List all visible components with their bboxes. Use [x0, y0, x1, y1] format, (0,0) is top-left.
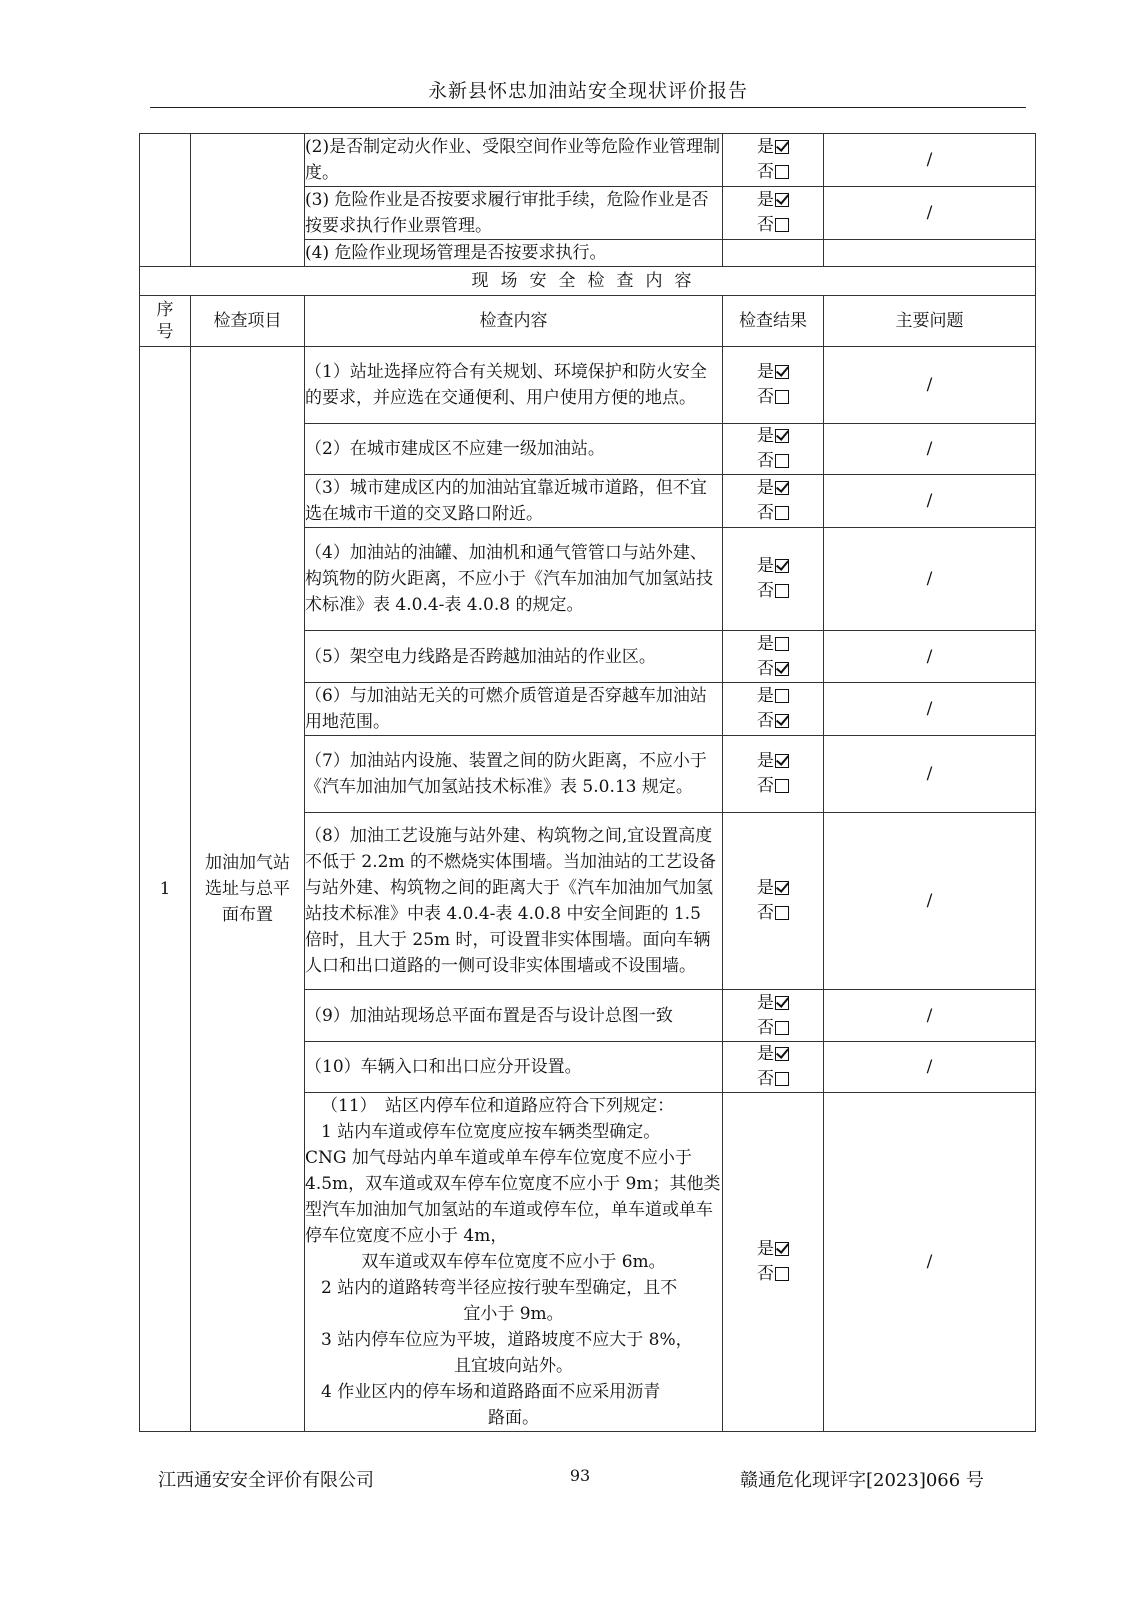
empty-checkbox-icon [775, 906, 789, 920]
option-no [723, 901, 823, 926]
option-yes [723, 476, 823, 501]
section-title: 现场安全检查内容 [140, 267, 1036, 296]
check-content-cell: (3) 危险作业是否按要求履行审批手续，危险作业是否按要求执行作业票管理。 [305, 187, 723, 240]
main-problem-cell: / [824, 475, 1036, 528]
checked-checkbox-icon [775, 714, 789, 728]
checked-checkbox-icon [775, 996, 789, 1010]
empty-checkbox-icon [775, 689, 789, 703]
check-result-cell [723, 187, 824, 240]
no-label: 否 [757, 503, 774, 523]
seq-cell: 1 [140, 347, 191, 1432]
empty-checkbox-icon [775, 1267, 789, 1281]
no-label: 否 [757, 215, 774, 235]
yes-label: 是 [757, 633, 774, 654]
check-result-cell [723, 631, 824, 683]
yes-label: 是 [757, 137, 774, 157]
check-result-cell [723, 240, 824, 267]
no-label: 否 [757, 658, 774, 679]
empty-checkbox-icon [775, 779, 789, 793]
option-yes [723, 360, 823, 385]
check-content-cell: （1）站址选择应符合有关规划、环境保护和防火安全的要求，并应选在交通便利、用户使用方便的地点。 [305, 347, 723, 424]
page-header-title: 永新县怀忠加油站安全现状评价报告 [427, 80, 748, 102]
no-label: 否 [757, 1069, 774, 1089]
check-content-cell [305, 1093, 723, 1432]
yes-label: 是 [757, 751, 774, 771]
check-result-cell [723, 813, 824, 990]
checked-checkbox-icon [775, 662, 789, 676]
yes-label: 是 [757, 362, 774, 382]
yes-label: 是 [757, 1239, 774, 1259]
content-line: 路面。 [488, 1408, 539, 1428]
option-no [723, 657, 823, 682]
option-yes [723, 1042, 823, 1067]
main-problem-cell: / [824, 134, 1036, 187]
check-result-cell [723, 990, 824, 1042]
header-problem: 主要问题 [824, 296, 1036, 347]
check-result-cell [723, 528, 824, 631]
option-no [723, 449, 823, 474]
no-label: 否 [757, 711, 774, 731]
no-label: 否 [757, 1264, 774, 1284]
main-problem-cell: / [824, 631, 1036, 683]
check-result-cell [723, 347, 824, 424]
option-yes [723, 749, 823, 774]
no-label: 否 [757, 387, 774, 407]
no-label: 否 [757, 581, 774, 601]
option-no [723, 579, 823, 604]
footer-page-number: 93 [569, 1466, 591, 1485]
option-yes [723, 876, 823, 901]
check-result-cell [723, 424, 824, 475]
check-content-cell: （7）加油站内设施、装置之间的防火距离，不应小于《汽车加油加气加氢站技术标准》表 5.0.13 规定。 [305, 736, 723, 813]
option-no [723, 160, 823, 185]
main-problem-cell: / [824, 813, 1036, 990]
header-item: 检查项目 [191, 296, 305, 347]
yes-label: 是 [757, 878, 774, 898]
check-content-cell: （6）与加油站无关的可燃介质管道是否穿越车加油站用地范围。 [305, 683, 723, 736]
table-section [140, 267, 1036, 347]
main-problem-cell: / [824, 736, 1036, 813]
empty-checkbox-icon [775, 1072, 789, 1086]
check-content-cell: （2）在城市建成区不应建一级加油站。 [305, 424, 723, 475]
content-line: CNG 加气母站内单车道或单车停车位宽度不应小于 4.5m，双车道或双车停车位宽度不应小于 9m；其他类型汽车加油加气加氢站的车道或停车位，单车道或单车停车位宽度不应小于 4m， [305, 1148, 721, 1246]
checked-checkbox-icon [775, 365, 789, 379]
item-cell: 加油加气站选址与总平面布置 [191, 347, 305, 1432]
content-line: 2 站内的道路转弯半径应按行驶车型确定，且不 [321, 1278, 678, 1298]
table-top-rows [140, 134, 1036, 267]
empty-checkbox-icon [775, 165, 789, 179]
item-cell [191, 134, 305, 267]
option-no [723, 774, 823, 799]
content-line: 双车道或双车停车位宽度不应小于 6m。 [361, 1252, 666, 1272]
option-no [723, 1016, 823, 1041]
yes-label: 是 [757, 686, 774, 706]
option-no [723, 385, 823, 410]
main-problem-cell: / [824, 424, 1036, 475]
empty-checkbox-icon [775, 454, 789, 468]
option-yes [723, 424, 823, 449]
table-header-row [140, 296, 1036, 347]
option-yes [723, 684, 823, 709]
option-no [723, 709, 823, 734]
check-content-cell: （10）车辆入口和出口应分开设置。 [305, 1042, 723, 1093]
check-result-cell [723, 134, 824, 187]
content-line: 宜小于 9m。 [463, 1304, 564, 1324]
yes-label: 是 [757, 190, 774, 210]
check-content-cell: (4) 危险作业现场管理是否按要求执行。 [305, 240, 723, 267]
check-result-cell [723, 683, 824, 736]
main-problem-cell: / [824, 990, 1036, 1042]
option-yes [723, 135, 823, 160]
header-content: 检查内容 [305, 296, 723, 347]
no-label: 否 [757, 903, 774, 923]
table-row [140, 134, 1036, 187]
option-no [723, 213, 823, 238]
main-problem-cell: / [824, 683, 1036, 736]
footer-report-code: 赣通危化现评字[2023]066 号 [740, 1470, 984, 1491]
no-label: 否 [757, 451, 774, 471]
empty-checkbox-icon [775, 1021, 789, 1035]
check-content-cell: (2)是否制定动火作业、受限空间作业等危险作业管理制度。 [305, 134, 723, 187]
yes-label: 是 [757, 1044, 774, 1064]
table-row [140, 347, 1036, 424]
no-label: 否 [757, 1017, 774, 1038]
check-content-cell: （8）加油工艺设施与站外建、构筑物之间,宜设置高度不低于 2.2m 的不燃烧实体围墙。当加油站的工艺设备与站外建、构筑物之间的距离大于《汽车加油加气加氢站技术标准》中表 4.0.4-表 4.0.8 中安全间距的 1.5 倍时，且大于 25m 时，可设置非实体围墙。面向车辆人口和出口道路的一侧可设非实体围墙或不设围墙。 [305, 813, 723, 990]
content-line: 4 作业区内的停车场和道路路面不应采用沥青 [321, 1382, 661, 1402]
content-line: 1 站内车道或停车位宽度应按车辆类型确定。 [321, 1122, 661, 1142]
empty-checkbox-icon [775, 390, 789, 404]
main-problem-cell [824, 240, 1036, 267]
check-content-cell: （5）架空电力线路是否跨越加油站的作业区。 [305, 631, 723, 683]
content-line: （11） 站区内停车位和道路应符合下列规定： [321, 1096, 675, 1116]
check-result-cell [723, 736, 824, 813]
checked-checkbox-icon [775, 1047, 789, 1061]
main-problem-cell: / [824, 347, 1036, 424]
checked-checkbox-icon [775, 193, 789, 207]
footer-company: 江西通安安全评价有限公司 [158, 1470, 374, 1491]
checked-checkbox-icon [775, 559, 789, 573]
option-yes [723, 1237, 823, 1262]
option-yes [723, 554, 823, 579]
checked-checkbox-icon [775, 881, 789, 895]
main-problem-cell: / [824, 1042, 1036, 1093]
checked-checkbox-icon [775, 429, 789, 443]
checked-checkbox-icon [775, 754, 789, 768]
main-problem-cell: / [824, 528, 1036, 631]
checked-checkbox-icon [775, 1242, 789, 1256]
no-label: 否 [757, 776, 774, 796]
yes-label: 是 [757, 992, 774, 1013]
check-result-cell [723, 1093, 824, 1432]
empty-checkbox-icon [775, 584, 789, 598]
seq-cell [140, 134, 191, 267]
check-content-cell: （9）加油站现场总平面布置是否与设计总图一致 [305, 990, 723, 1042]
main-problem-cell: / [824, 1093, 1036, 1432]
checked-checkbox-icon [775, 481, 789, 495]
check-content-cell: （4）加油站的油罐、加油机和通气管管口与站外建、构筑物的防火距离，不应小于《汽车加油加气加氢站技术标准》表 4.0.4-表 4.0.8 的规定。 [305, 528, 723, 631]
no-label: 否 [757, 162, 774, 182]
content-line: 3 站内停车位应为平坡，道路坡度不应大于 8%， [321, 1330, 693, 1350]
content-line: 且宜坡向站外。 [454, 1356, 573, 1376]
header-seq: 序号 [140, 296, 191, 347]
header-result: 检查结果 [723, 296, 824, 347]
inspection-table [139, 133, 1036, 1432]
yes-label: 是 [757, 426, 774, 446]
check-content-cell: （3）城市建成区内的加油站宜靠近城市道路，但不宜选在城市干道的交叉路口附近。 [305, 475, 723, 528]
option-no [723, 501, 823, 526]
empty-checkbox-icon [775, 218, 789, 232]
option-no [723, 1262, 823, 1287]
table-main-rows [140, 347, 1036, 1432]
checked-checkbox-icon [775, 140, 789, 154]
check-result-cell [723, 1042, 824, 1093]
empty-checkbox-icon [775, 506, 789, 520]
yes-label: 是 [757, 556, 774, 576]
option-no [723, 1067, 823, 1092]
option-yes [723, 188, 823, 213]
yes-label: 是 [757, 478, 774, 498]
main-problem-cell: / [824, 187, 1036, 240]
empty-checkbox-icon [775, 637, 789, 651]
option-yes [723, 632, 823, 657]
check-result-cell [723, 475, 824, 528]
header-rule [150, 107, 1026, 108]
option-yes [723, 991, 823, 1016]
